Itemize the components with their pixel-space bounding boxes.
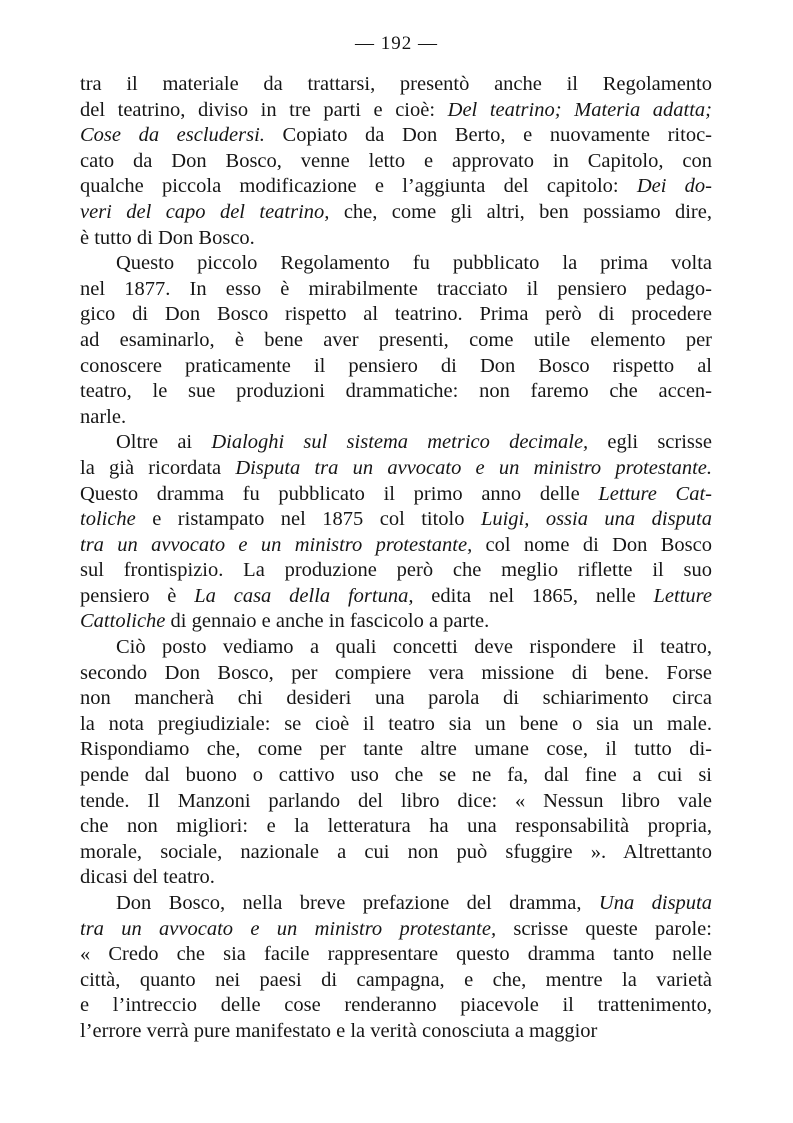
text-line bbox=[80, 200, 712, 226]
text-segment: e l’intreccio delle cose renderanno piacevole il trattenimento, bbox=[80, 994, 712, 1017]
text-segment: Rispondiamo che, come per tante altre umane cose, il tutto di- bbox=[80, 738, 712, 761]
text-line bbox=[80, 737, 712, 763]
text-segment: l’errore verrà pure manifestato e la verità conosciuta a maggior bbox=[80, 1019, 598, 1042]
text-segment: teatro, le sue produzioni drammatiche: non faremo che accen- bbox=[80, 380, 712, 403]
text-line bbox=[80, 174, 712, 200]
italic-text: Disputa tra un avvocato e un ministro protestante. bbox=[235, 456, 712, 479]
text-line bbox=[80, 482, 712, 508]
text-segment: la già ricordata bbox=[80, 456, 236, 479]
text-line bbox=[80, 558, 712, 584]
text-segment: Questo piccolo Regolamento fu pubblicato la prima volta bbox=[116, 252, 712, 275]
text-line bbox=[80, 968, 712, 994]
text-line bbox=[80, 456, 712, 482]
text-line bbox=[80, 354, 712, 380]
text-line bbox=[80, 72, 712, 98]
text-line bbox=[80, 661, 712, 687]
text-line bbox=[80, 814, 712, 840]
italic-text: Cose da escludersi. bbox=[80, 124, 265, 147]
text-line bbox=[80, 430, 712, 456]
text-segment: nel 1877. In esso è mirabilmente tracciato il pensiero pedago- bbox=[80, 277, 712, 300]
text-segment: tra il materiale da trattarsi, presentò anche il Regolamento bbox=[80, 73, 712, 95]
text-line bbox=[80, 763, 712, 789]
italic-text: tra un avvocato e un ministro protestante, bbox=[80, 917, 497, 940]
text-line bbox=[80, 251, 712, 277]
text-segment: « Credo che sia facile rappresentare questo dramma tanto nelle bbox=[80, 943, 712, 966]
text-segment: tende. Il Manzoni parlando del libro dice: « Nessun libro vale bbox=[80, 789, 712, 812]
italic-text: Dialoghi sul sistema metrico decimale, bbox=[211, 431, 589, 454]
page-number: — 192 — bbox=[355, 33, 438, 54]
text-segment: sul frontispizio. La produzione però che meglio riflette il suo bbox=[80, 559, 712, 582]
paragraph bbox=[80, 430, 712, 635]
text-segment: che, come gli altri, ben possiamo dire, bbox=[329, 200, 712, 223]
italic-text: Una disputa bbox=[598, 892, 712, 914]
text-line bbox=[80, 123, 712, 149]
text-segment: Don Bosco, nella breve prefazione del dramma, bbox=[116, 892, 599, 914]
text-segment: è tutto di Don Bosco. bbox=[80, 226, 255, 249]
paragraph bbox=[80, 635, 712, 891]
text-segment: ad esaminarlo, è bene aver presenti, come utile elemento per bbox=[80, 328, 712, 351]
text-segment: cato da Don Bosco, venne letto e approvato in Capitolo, con bbox=[80, 149, 712, 172]
text-segment: di gennaio e anche in fascicolo a parte. bbox=[165, 610, 490, 633]
text-segment: secondo Don Bosco, per compiere vera missione di bene. Forse bbox=[80, 661, 712, 684]
text-segment: città, quanto nei paesi di campagna, e che, mentre la varietà bbox=[80, 968, 712, 991]
text-segment: morale, sociale, nazionale a cui non può sfuggire ». Altrettanto bbox=[80, 840, 712, 863]
text-line bbox=[80, 507, 712, 533]
text-line bbox=[80, 865, 712, 891]
text-segment: che non migliori: e la letteratura ha una responsabilità propria, bbox=[80, 815, 712, 838]
text-line bbox=[80, 226, 712, 252]
text-segment: pensiero è bbox=[80, 584, 195, 607]
italic-text: Del teatrino; Materia adatta; bbox=[447, 98, 712, 121]
text-segment: col nome di Don Bosco bbox=[472, 533, 712, 556]
italic-text: tra un avvocato e un ministro protestante, bbox=[80, 533, 473, 556]
text-segment: Copiato da Don Berto, e nuovamente ritoc- bbox=[264, 124, 712, 147]
text-line bbox=[80, 277, 712, 303]
italic-text: Letture Cat- bbox=[598, 482, 712, 505]
text-segment: gico di Don Bosco rispetto al teatrino. Prima però di procedere bbox=[80, 303, 712, 326]
text-line bbox=[80, 635, 712, 661]
text-segment: pende dal buono o cattivo uso che se ne fa, dal fine a cui si bbox=[80, 764, 712, 787]
text-segment: Ciò posto vediamo a quali concetti deve rispondere il teatro, bbox=[116, 636, 712, 659]
text-line bbox=[80, 840, 712, 866]
text-segment: edita nel 1865, nelle bbox=[413, 584, 654, 607]
italic-text: toliche bbox=[80, 508, 136, 531]
text-line bbox=[80, 993, 712, 1019]
text-line bbox=[80, 533, 712, 559]
text-line bbox=[80, 302, 712, 328]
paragraph bbox=[80, 72, 712, 251]
text-segment: la nota pregiudiziale: se cioè il teatro sia un bene o sia un male. bbox=[80, 712, 712, 735]
text-line bbox=[80, 379, 712, 405]
text-line bbox=[80, 609, 712, 635]
text-line bbox=[80, 891, 712, 917]
text-line bbox=[80, 98, 712, 124]
text-line bbox=[80, 328, 712, 354]
text-line bbox=[80, 789, 712, 815]
text-segment: narle. bbox=[80, 405, 127, 428]
text-line bbox=[80, 149, 712, 175]
text-segment: conoscere praticamente il pensiero di Don Bosco rispetto al bbox=[80, 354, 712, 377]
text-line bbox=[80, 942, 712, 968]
text-segment: e ristampato nel 1875 col titolo bbox=[135, 508, 481, 531]
text-segment: Oltre ai bbox=[116, 431, 212, 454]
italic-text: Cattoliche bbox=[80, 610, 166, 633]
text-line bbox=[80, 1019, 712, 1045]
text-line bbox=[80, 917, 712, 943]
text-line bbox=[80, 686, 712, 712]
text-line bbox=[80, 584, 712, 610]
italic-text: Luigi, ossia una disputa bbox=[480, 508, 712, 531]
italic-text: Dei do- bbox=[636, 175, 712, 198]
paragraph bbox=[80, 251, 712, 430]
body-text bbox=[80, 72, 712, 1045]
text-segment: qualche piccola modificazione e l’aggiunta del capitolo: bbox=[80, 175, 637, 198]
text-segment: dicasi del teatro. bbox=[80, 866, 215, 889]
italic-text: veri del capo del teatrino, bbox=[80, 200, 330, 223]
text-segment: scrisse queste parole: bbox=[496, 917, 712, 940]
text-segment: Questo dramma fu pubblicato il primo anno delle bbox=[80, 482, 599, 505]
text-segment: del teatrino, diviso in tre parti e cioè: bbox=[80, 98, 448, 121]
paragraph bbox=[80, 891, 712, 1045]
italic-text: Letture bbox=[653, 584, 712, 607]
text-line bbox=[80, 405, 712, 431]
text-line bbox=[80, 712, 712, 738]
text-segment: non mancherà chi desideri una parola di schiarimento circa bbox=[80, 687, 712, 710]
italic-text: La casa della fortuna, bbox=[194, 584, 414, 607]
text-segment: egli scrisse bbox=[588, 431, 712, 454]
